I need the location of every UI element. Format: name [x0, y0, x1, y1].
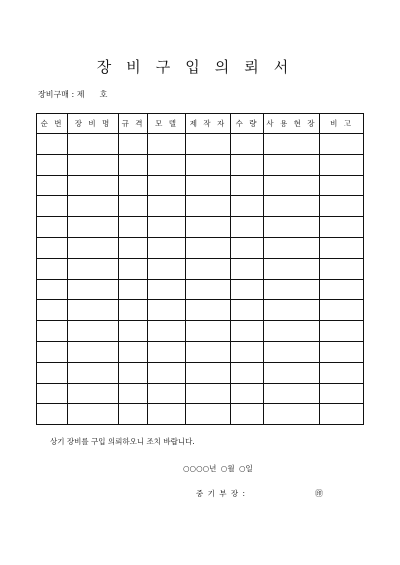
- table-cell: [37, 217, 68, 238]
- table-cell: [231, 237, 264, 258]
- table-cell: [186, 300, 231, 321]
- table-cell: [148, 217, 186, 238]
- table-cell: [186, 279, 231, 300]
- table-row: [37, 404, 364, 425]
- table-cell: [68, 196, 119, 217]
- header-quantity: 수 량: [231, 114, 264, 134]
- header-model: 모 델: [148, 114, 186, 134]
- table-cell: [68, 300, 119, 321]
- table-cell: [119, 321, 148, 342]
- table-cell: [186, 134, 231, 155]
- table-cell: [320, 134, 364, 155]
- table-cell: [68, 258, 119, 279]
- table-cell: [148, 175, 186, 196]
- table-cell: [231, 175, 264, 196]
- table-cell: [264, 258, 320, 279]
- table-cell: [186, 362, 231, 383]
- table-cell: [231, 279, 264, 300]
- table-cell: [320, 341, 364, 362]
- table-cell: [264, 134, 320, 155]
- table-row: [37, 217, 364, 238]
- table-cell: [37, 237, 68, 258]
- table-cell: [231, 154, 264, 175]
- table-cell: [320, 258, 364, 279]
- table-cell: [119, 279, 148, 300]
- table-cell: [148, 362, 186, 383]
- table-cell: [231, 362, 264, 383]
- table-row: [37, 300, 364, 321]
- table-cell: [186, 217, 231, 238]
- table-cell: [186, 321, 231, 342]
- table-cell: [148, 196, 186, 217]
- request-text: 상기 장비를 구입 의뢰하오니 조치 바랍니다.: [50, 437, 195, 446]
- document-title: 장비구입의뢰서: [96, 58, 304, 76]
- table-cell: [68, 134, 119, 155]
- table-cell: [119, 217, 148, 238]
- table-cell: [68, 383, 119, 404]
- table-row: [37, 341, 364, 362]
- table-cell: [264, 175, 320, 196]
- table-cell: [264, 217, 320, 238]
- table-cell: [264, 300, 320, 321]
- table-cell: [119, 362, 148, 383]
- table-cell: [148, 383, 186, 404]
- table-cell: [37, 154, 68, 175]
- table-cell: [264, 279, 320, 300]
- table-row: [37, 154, 364, 175]
- document-number: 장비구매 : 제 호: [38, 90, 108, 99]
- table-cell: [320, 279, 364, 300]
- table-cell: [320, 196, 364, 217]
- table-cell: [231, 300, 264, 321]
- table-cell: [320, 217, 364, 238]
- table-cell: [148, 321, 186, 342]
- table-cell: [186, 196, 231, 217]
- table-cell: [186, 258, 231, 279]
- table-cell: [264, 404, 320, 425]
- table-cell: [320, 300, 364, 321]
- table-cell: [119, 154, 148, 175]
- seal-mark: ㊞: [315, 489, 323, 498]
- header-number: 순 번: [37, 114, 68, 134]
- table-cell: [148, 154, 186, 175]
- table-cell: [119, 383, 148, 404]
- table-cell: [68, 404, 119, 425]
- table-cell: [68, 279, 119, 300]
- table-cell: [231, 217, 264, 238]
- header-manufacturer: 제 작 자: [186, 114, 231, 134]
- table-cell: [264, 362, 320, 383]
- table-cell: [37, 175, 68, 196]
- table-cell: [186, 383, 231, 404]
- table-cell: [231, 404, 264, 425]
- table-cell: [119, 300, 148, 321]
- table-cell: [68, 217, 119, 238]
- table-cell: [320, 154, 364, 175]
- table-cell: [148, 237, 186, 258]
- table-cell: [148, 258, 186, 279]
- table-cell: [148, 300, 186, 321]
- table-cell: [231, 383, 264, 404]
- table-cell: [119, 196, 148, 217]
- table-cell: [320, 237, 364, 258]
- table-cell: [37, 300, 68, 321]
- equipment-table: [36, 113, 364, 425]
- header-spec: 규 격: [119, 114, 148, 134]
- table-cell: [119, 341, 148, 362]
- table-cell: [320, 362, 364, 383]
- table-cell: [119, 237, 148, 258]
- table-cell: [37, 134, 68, 155]
- table-cell: [320, 383, 364, 404]
- approver-label: 중 기 부 장 :: [196, 489, 247, 498]
- table-row: [37, 175, 364, 196]
- table-cell: [148, 134, 186, 155]
- table-cell: [264, 321, 320, 342]
- date-line: ○○○○년 ○월 ○일: [183, 464, 253, 473]
- table-cell: [264, 341, 320, 362]
- table-cell: [186, 154, 231, 175]
- table-row: [37, 383, 364, 404]
- table-cell: [37, 362, 68, 383]
- table-cell: [68, 175, 119, 196]
- table-row: [37, 362, 364, 383]
- table-body: [37, 134, 364, 425]
- table-header-row: [37, 114, 364, 134]
- table-cell: [264, 237, 320, 258]
- table-cell: [264, 383, 320, 404]
- table-cell: [37, 321, 68, 342]
- table-row: [37, 258, 364, 279]
- table-cell: [68, 341, 119, 362]
- table-cell: [119, 175, 148, 196]
- table-cell: [68, 362, 119, 383]
- table-row: [37, 134, 364, 155]
- table-cell: [148, 279, 186, 300]
- table-cell: [68, 321, 119, 342]
- table-row: [37, 237, 364, 258]
- header-equipment-name: 장 비 명: [68, 114, 119, 134]
- table-cell: [148, 404, 186, 425]
- table-cell: [37, 258, 68, 279]
- table-row: [37, 279, 364, 300]
- table-cell: [119, 258, 148, 279]
- table-cell: [231, 321, 264, 342]
- table-cell: [119, 134, 148, 155]
- table-cell: [320, 404, 364, 425]
- table-cell: [320, 175, 364, 196]
- table-cell: [37, 383, 68, 404]
- table-cell: [264, 154, 320, 175]
- table-cell: [186, 404, 231, 425]
- table-cell: [119, 404, 148, 425]
- table-cell: [264, 196, 320, 217]
- table-cell: [231, 258, 264, 279]
- table-cell: [37, 279, 68, 300]
- table-cell: [37, 404, 68, 425]
- table-cell: [231, 134, 264, 155]
- table-cell: [148, 341, 186, 362]
- table-cell: [186, 175, 231, 196]
- table-cell: [186, 237, 231, 258]
- table-cell: [68, 154, 119, 175]
- table-cell: [320, 321, 364, 342]
- table-cell: [231, 196, 264, 217]
- table-cell: [37, 341, 68, 362]
- header-site: 사 용 현 장: [264, 114, 320, 134]
- table-cell: [186, 341, 231, 362]
- table-cell: [231, 341, 264, 362]
- table-row: [37, 196, 364, 217]
- table-row: [37, 321, 364, 342]
- table-cell: [37, 196, 68, 217]
- table-cell: [68, 237, 119, 258]
- header-remarks: 비 고: [320, 114, 364, 134]
